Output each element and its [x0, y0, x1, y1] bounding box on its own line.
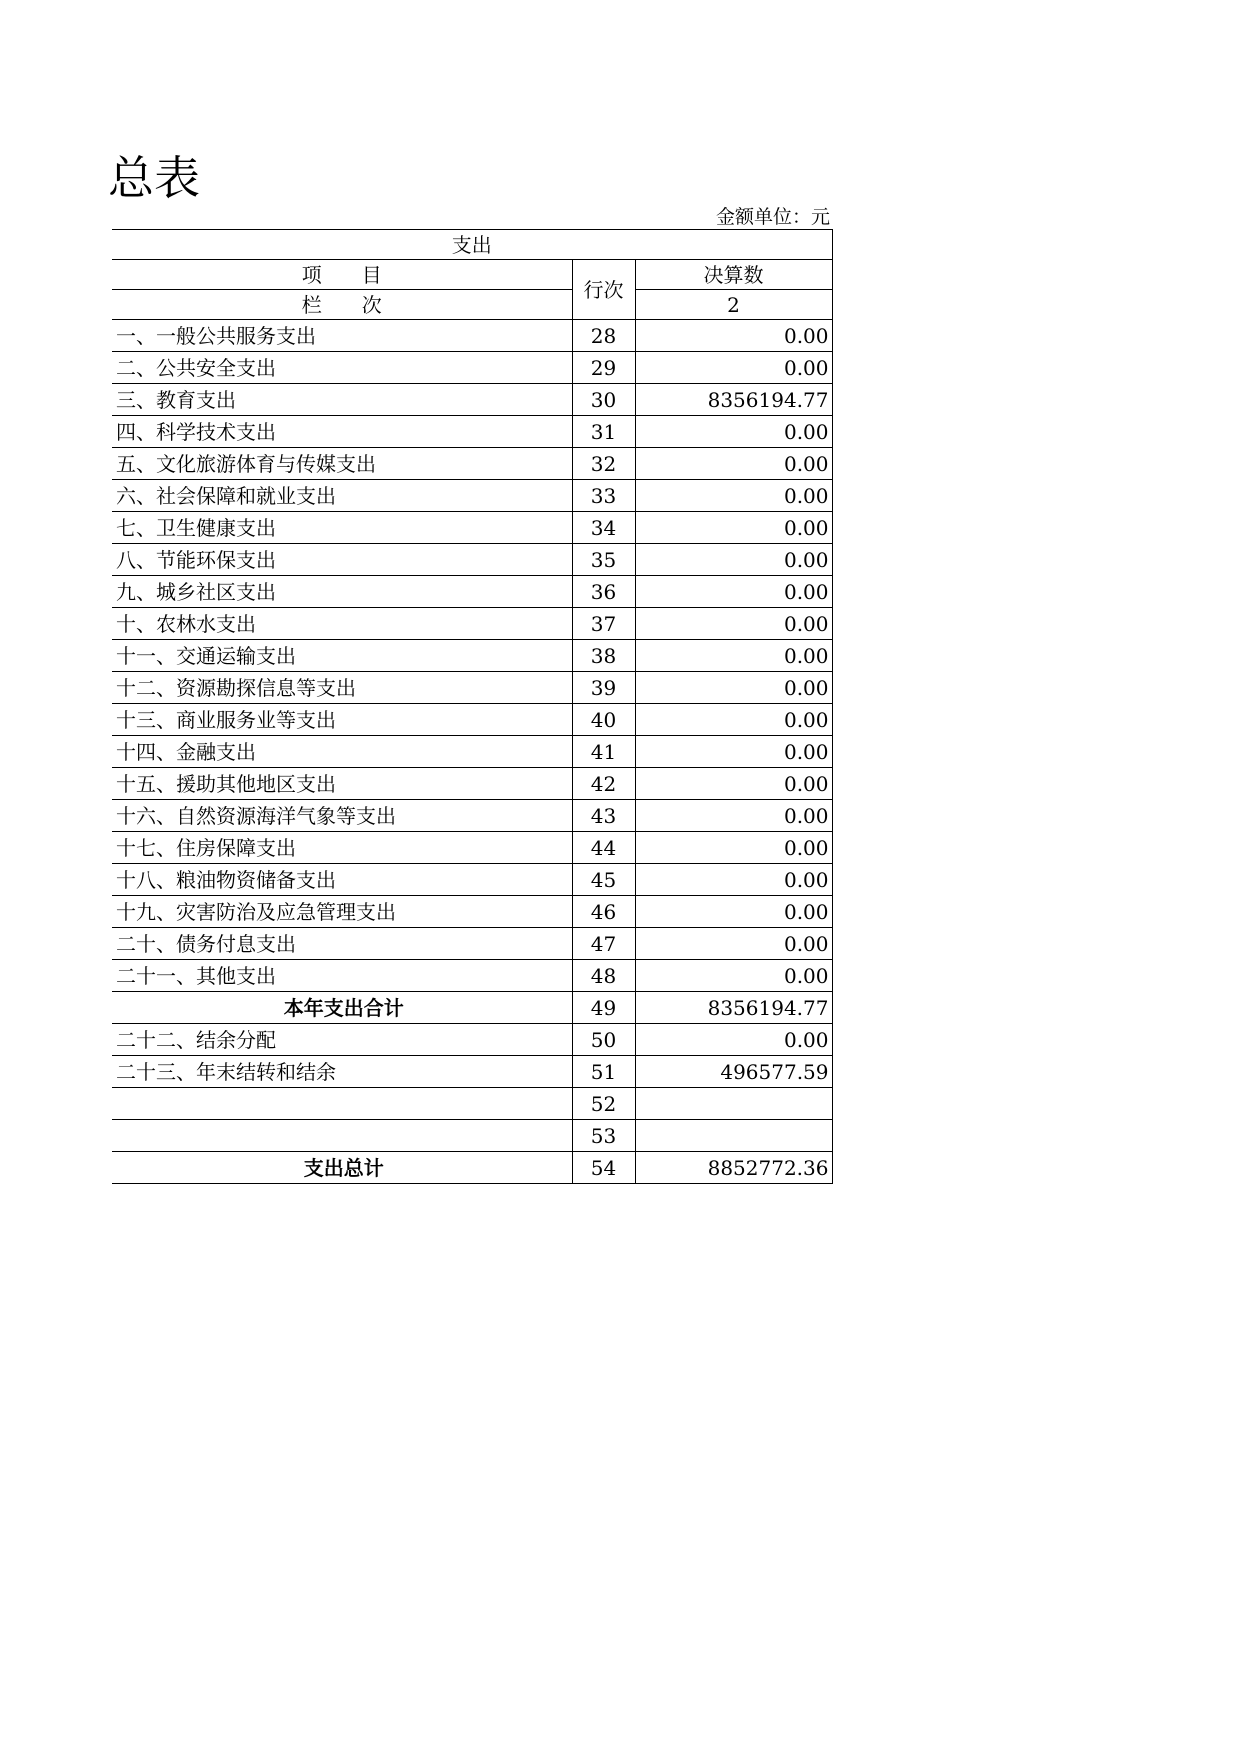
row-line-number: 51	[572, 1056, 635, 1088]
row-item: 十九、灾害防治及应急管理支出	[112, 896, 572, 928]
table-row	[112, 576, 832, 608]
table-row	[112, 768, 832, 800]
table-row	[112, 1152, 832, 1184]
table-row	[112, 928, 832, 960]
row-line-number: 38	[572, 640, 635, 672]
unit-label: 金额单位：元	[715, 206, 830, 228]
header-row-columns	[112, 290, 832, 320]
row-item: 十八、粮油物资储备支出	[112, 864, 572, 896]
row-item: 九、城乡社区支出	[112, 576, 572, 608]
column-index-value: 2	[635, 290, 832, 320]
row-amount: 0.00	[635, 800, 832, 832]
row-amount	[635, 1120, 832, 1152]
row-line-number: 44	[572, 832, 635, 864]
row-line-number: 52	[572, 1088, 635, 1120]
row-item: 四、科学技术支出	[112, 416, 572, 448]
row-line-number: 39	[572, 672, 635, 704]
table-row	[112, 992, 832, 1024]
row-line-number: 42	[572, 768, 635, 800]
row-line-number: 53	[572, 1120, 635, 1152]
row-line-number: 36	[572, 576, 635, 608]
row-item: 二十、债务付息支出	[112, 928, 572, 960]
row-item: 十、农林水支出	[112, 608, 572, 640]
table-row	[112, 800, 832, 832]
row-line-number: 30	[572, 384, 635, 416]
table-row	[112, 416, 832, 448]
row-amount: 0.00	[635, 704, 832, 736]
row-item: 三、教育支出	[112, 384, 572, 416]
row-amount: 0.00	[635, 576, 832, 608]
row-amount: 0.00	[635, 928, 832, 960]
table-row	[112, 1120, 832, 1152]
table-row	[112, 480, 832, 512]
row-amount: 0.00	[635, 544, 832, 576]
expenditure-table	[112, 229, 833, 1184]
row-line-number: 47	[572, 928, 635, 960]
row-item: 十六、自然资源海洋气象等支出	[112, 800, 572, 832]
row-item: 二十三、年末结转和结余	[112, 1056, 572, 1088]
row-amount: 0.00	[635, 352, 832, 384]
table-body	[112, 230, 832, 1184]
row-amount: 0.00	[635, 896, 832, 928]
row-amount	[635, 1088, 832, 1120]
row-amount: 496577.59	[635, 1056, 832, 1088]
row-item: 十五、援助其他地区支出	[112, 768, 572, 800]
row-number-header: 行次	[572, 260, 635, 320]
row-amount: 0.00	[635, 320, 832, 352]
row-item: 本年支出合计	[112, 992, 572, 1024]
item-header: 项 目	[112, 260, 572, 290]
row-line-number: 29	[572, 352, 635, 384]
section-header: 支出	[112, 230, 832, 260]
row-amount: 0.00	[635, 448, 832, 480]
row-item: 支出总计	[112, 1152, 572, 1184]
column-index-header: 栏 次	[112, 290, 572, 320]
row-amount: 0.00	[635, 960, 832, 992]
row-amount: 0.00	[635, 512, 832, 544]
row-amount: 0.00	[635, 672, 832, 704]
table-row	[112, 512, 832, 544]
header-row-section	[112, 230, 832, 260]
table-row	[112, 736, 832, 768]
row-amount: 0.00	[635, 736, 832, 768]
table-row	[112, 1088, 832, 1120]
row-line-number: 34	[572, 512, 635, 544]
row-line-number: 48	[572, 960, 635, 992]
table-row	[112, 672, 832, 704]
row-amount: 8356194.77	[635, 384, 832, 416]
table-row	[112, 640, 832, 672]
row-item: 五、文化旅游体育与传媒支出	[112, 448, 572, 480]
row-amount: 0.00	[635, 608, 832, 640]
row-item: 一、一般公共服务支出	[112, 320, 572, 352]
row-line-number: 43	[572, 800, 635, 832]
row-line-number: 28	[572, 320, 635, 352]
table-row	[112, 352, 832, 384]
row-line-number: 50	[572, 1024, 635, 1056]
row-amount: 0.00	[635, 640, 832, 672]
table-row	[112, 832, 832, 864]
row-item: 七、卫生健康支出	[112, 512, 572, 544]
table-row	[112, 544, 832, 576]
row-item: 二十一、其他支出	[112, 960, 572, 992]
row-item	[112, 1120, 572, 1152]
row-line-number: 31	[572, 416, 635, 448]
table-row	[112, 1024, 832, 1056]
row-item: 十四、金融支出	[112, 736, 572, 768]
row-item	[112, 1088, 572, 1120]
row-amount: 8356194.77	[635, 992, 832, 1024]
table-row	[112, 704, 832, 736]
row-line-number: 46	[572, 896, 635, 928]
row-amount: 0.00	[635, 480, 832, 512]
table-row	[112, 608, 832, 640]
header-row-labels	[112, 260, 832, 290]
table-row	[112, 960, 832, 992]
row-line-number: 49	[572, 992, 635, 1024]
row-line-number: 37	[572, 608, 635, 640]
table-row	[112, 896, 832, 928]
row-item: 十三、商业服务业等支出	[112, 704, 572, 736]
row-line-number: 33	[572, 480, 635, 512]
row-line-number: 41	[572, 736, 635, 768]
table-row	[112, 320, 832, 352]
row-amount: 0.00	[635, 832, 832, 864]
row-line-number: 54	[572, 1152, 635, 1184]
row-item: 十七、住房保障支出	[112, 832, 572, 864]
amount-header: 决算数	[635, 260, 832, 290]
row-amount: 0.00	[635, 416, 832, 448]
row-item: 十一、交通运输支出	[112, 640, 572, 672]
row-line-number: 32	[572, 448, 635, 480]
row-amount: 0.00	[635, 864, 832, 896]
table-row	[112, 384, 832, 416]
row-item: 二、公共安全支出	[112, 352, 572, 384]
table-row	[112, 1056, 832, 1088]
row-amount: 0.00	[635, 1024, 832, 1056]
row-item: 十二、资源勘探信息等支出	[112, 672, 572, 704]
row-item: 六、社会保障和就业支出	[112, 480, 572, 512]
row-line-number: 40	[572, 704, 635, 736]
table-row	[112, 864, 832, 896]
page-title: 总表	[108, 151, 200, 205]
row-line-number: 35	[572, 544, 635, 576]
row-amount: 0.00	[635, 768, 832, 800]
table-row	[112, 448, 832, 480]
row-amount: 8852772.36	[635, 1152, 832, 1184]
row-item: 八、节能环保支出	[112, 544, 572, 576]
row-item: 二十二、结余分配	[112, 1024, 572, 1056]
row-line-number: 45	[572, 864, 635, 896]
